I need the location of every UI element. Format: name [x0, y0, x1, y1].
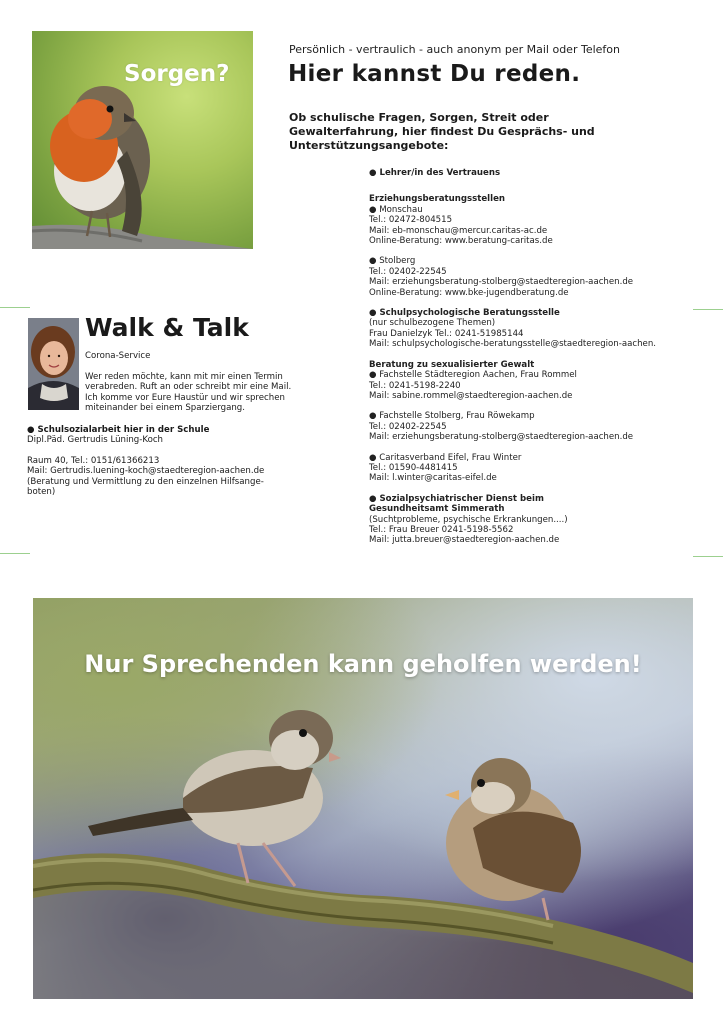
school-name: Dipl.Päd. Gertrudis Lüning-Koch	[27, 435, 163, 446]
contact-line: Tel.: 01590-4481415	[369, 462, 458, 473]
portrait-illustration	[28, 318, 79, 410]
contact-line: Tel.: Frau Breuer 0241-5198-5562	[369, 524, 514, 535]
intro-text: Ob schulische Fragen, Sorgen, Streit oder Gewalterfahrung, hier findest Du Gesprächs- und Unterstützungsangebote:	[289, 111, 595, 152]
walk-talk-text: Wer reden möchte, kann mit mir einen Termin verabreden. Ruft an oder schreibt mir eine Mail. Ich komme vor Eure Haustür und wir sprechen miteinander bei einem Sparziergang.	[85, 372, 292, 414]
contact-line: Frau Danielzyk Tel.: 0241-51985144	[369, 328, 524, 339]
contact-mail[interactable]: Mail: sabine.rommel@staedteregion-aachen.de	[369, 390, 573, 401]
contact-group-vertrauenslehrer	[369, 168, 669, 178]
contact-group-title: ● Lehrer/in des Vertrauens	[369, 168, 501, 178]
school-mail[interactable]: Mail: Gertrudis.luening-koch@staedteregion-aachen.de	[27, 466, 265, 477]
contact-group-fachstelle-stolberg	[369, 411, 669, 442]
contact-mail[interactable]: Mail: l.winter@caritas-eifel.de	[369, 473, 497, 484]
cut-mark	[0, 307, 30, 308]
contact-line: ● Fachstelle Städteregion Aachen, Frau Rommel	[369, 370, 577, 381]
contact-line: Tel.: 0241-5198-2240	[369, 380, 461, 391]
cut-mark	[0, 553, 30, 554]
contact-mail[interactable]: Mail: schulpsychologische-beratungsstelle@staedteregion-aachen.	[369, 339, 657, 350]
contact-group-sexualisierte-gewalt	[369, 360, 669, 402]
contact-mail[interactable]: Mail: jutta.breuer@staedteregion-aachen.de	[369, 535, 560, 546]
contact-group-subtitle: Gesundheitsamt Simmerath	[369, 504, 505, 515]
contact-group-caritas-eifel	[369, 453, 669, 484]
walk-talk-subtitle: Corona-Service	[85, 351, 151, 361]
banner-text: Nur Sprechenden kann geholfen werden!	[84, 650, 642, 678]
contact-line: ● Stolberg	[369, 256, 416, 267]
contact-line: (Suchtprobleme, psychische Erkrankungen....)	[369, 514, 568, 525]
kicker-text: Persönlich - vertraulich - auch anonym per Mail oder Telefon	[289, 43, 620, 56]
school-title: ● Schulsozialarbeit hier in der Schule	[27, 425, 210, 435]
contact-group-stolberg	[369, 256, 669, 298]
contact-mail[interactable]: Mail: erziehungsberatung-stolberg@staedteregion-aachen.de	[369, 432, 634, 443]
contact-group-title: ● Schulpsychologische Beratungsstelle	[369, 308, 560, 319]
walk-talk-title: Walk & Talk	[85, 313, 249, 342]
contact-mail[interactable]: Mail: eb-monschau@mercur.caritas-ac.de	[369, 225, 548, 236]
contact-line: Tel.: 02402-22545	[369, 421, 447, 432]
contact-list	[369, 168, 669, 556]
contact-group-erziehungsberatung	[369, 194, 669, 246]
school-contact	[27, 425, 277, 497]
contact-line: (nur schulbezogene Themen)	[369, 318, 496, 329]
contact-mail[interactable]: Mail: erziehungsberatung-stolberg@staedteregion-aachen.de	[369, 277, 634, 288]
contact-group-sozialpsychiatrie	[369, 494, 669, 546]
contact-line: ● Fachstelle Stolberg, Frau Röwekamp	[369, 411, 535, 422]
photo-overlay-text: Sorgen?	[124, 61, 230, 87]
contact-line: Tel.: 02402-22545	[369, 266, 447, 277]
robin-photo	[32, 31, 253, 249]
contact-line: Tel.: 02472-804515	[369, 215, 453, 226]
cut-mark	[693, 309, 723, 310]
school-room: Raum 40, Tel.: 0151/61366213	[27, 455, 160, 466]
contact-line: ● Caritasverband Eifel, Frau Winter	[369, 452, 522, 463]
contact-link[interactable]: Online-Beratung: www.bke-jugendberatung.de	[369, 287, 569, 298]
avatar	[28, 318, 79, 410]
contact-group-title: Beratung zu sexualisierter Gewalt	[369, 359, 535, 370]
contact-group-title: Erziehungsberatungsstellen	[369, 194, 506, 205]
contact-group-title: ● Sozialpsychiatrischer Dienst beim	[369, 493, 544, 504]
page-title: Hier kannst Du reden.	[288, 61, 581, 87]
cut-mark	[693, 556, 723, 557]
sparrow-photo	[33, 598, 693, 999]
contact-group-schulpsychologie	[369, 308, 669, 350]
contact-line: ● Monschau	[369, 204, 423, 215]
school-note: (Beratung und Vermittlung zu den einzelnen Hilfsange-boten)	[27, 476, 264, 498]
contact-link[interactable]: Online-Beratung: www.beratung-caritas.de	[369, 236, 553, 247]
